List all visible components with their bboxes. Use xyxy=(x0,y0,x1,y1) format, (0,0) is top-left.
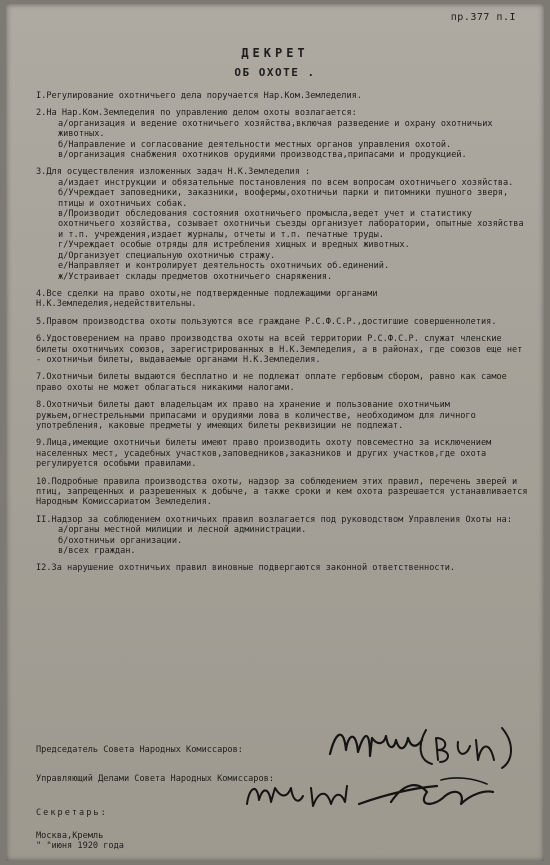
decree-item-number: 6. xyxy=(36,334,47,345)
decree-item xyxy=(36,289,528,310)
decree-item-body: Все сделки на право охоты,не подтвержденные подлежащими органами Н.К.Земледелия,недействительны. xyxy=(36,288,378,310)
decree-subitem: в/всех граждан. xyxy=(58,546,136,557)
decree-item-body: Лица,имеющие охотничьи билеты имеют право производить охоту повсеместно за исключением населенных мест, усадебных участков,заповедников,заказников и других участков,где охота регулируется особыми правилами. xyxy=(36,438,492,470)
decree-item-number: 5. xyxy=(36,316,47,327)
decree-item xyxy=(36,563,528,573)
decree-item-text xyxy=(36,515,528,525)
decree-item-body: Подробные правила производства охоты, надзор за соблюдением этих правил, перечень зверей и птиц, запрещенных и разрешенных к добыче, а также сроки и кем охота разрешается устанавливается Народным Комиссариатом Земледелия. xyxy=(36,476,528,508)
decree-item xyxy=(36,167,528,281)
decree-item-number: 7. xyxy=(36,372,47,383)
decree-item-number: 4. xyxy=(36,288,47,299)
decree-item xyxy=(36,477,528,508)
decree-item-text xyxy=(36,108,528,118)
manager-label: Управляющий Делами Совета Народных Комиссаров: xyxy=(36,774,274,784)
decree-item-body: За нарушение охотничьих правил виновные подвергаются законной ответственности. xyxy=(51,563,456,574)
decree-item-text xyxy=(36,167,528,177)
chair-handwritten-signature xyxy=(326,720,526,772)
decree-item-text xyxy=(36,477,528,508)
decree-item-text xyxy=(36,334,528,365)
decree-item-number: 8. xyxy=(36,400,47,411)
decree-item xyxy=(36,515,528,557)
decree-item xyxy=(36,438,528,469)
decree-item-number: II. xyxy=(36,514,52,525)
decree-subitem: в/организация снабжения охотников орудиями производства,припасами и продукцией. xyxy=(58,150,467,161)
decree-subitem: б/охотничьи организации. xyxy=(58,535,183,546)
decree-item-body: Охотничьи билеты выдаются бесплатно и не подлежат оплате гербовым сбором, равно как самое право охоты не может облагаться никакими налогами. xyxy=(36,372,507,393)
decree-item xyxy=(36,91,528,101)
decree-item-text xyxy=(36,289,528,310)
decree-item-text xyxy=(36,400,528,431)
document-sheet xyxy=(6,4,544,861)
decree-item-number: 10. xyxy=(36,476,52,487)
decree-item-number: 3. xyxy=(36,167,47,178)
decree-body xyxy=(36,84,528,574)
decree-item-body: Для осуществления изложенных задач Н.К.Земледелия : xyxy=(46,167,311,178)
decree-subitem: а/органы местной милиции и лесной администрации. xyxy=(58,525,307,536)
place-line: Москва,Кремль xyxy=(36,831,104,841)
decree-subitem: д/Организует специальную охотничью стражу. xyxy=(58,250,276,261)
decree-item xyxy=(36,372,528,393)
decree-subitem: г/Учреждает особые отряды для истребления хищных и вредных животных. xyxy=(58,240,410,251)
decree-item-body: Охотничьи билеты дают владельцам их право на хранение и пользование охотничьим ружьем,огнестрельными припасами и орудиями лова в количестве, необходимом для личного употребления, каковые предметы у имеющих билеты реквизиции не подлежат. xyxy=(36,400,476,431)
decree-item xyxy=(36,317,528,327)
decree-subitem: ж/Устраивает склады предметов охотничьего снаряжения. xyxy=(58,271,333,282)
decree-item-body: На Нар.Ком.Земледелия по управлению делом охоты возлагается: xyxy=(46,108,357,119)
chair-label: Председатель Совета Народных Комиссаров: xyxy=(36,745,243,755)
secretary-label: Секретарь: xyxy=(36,808,108,818)
decree-item-body: Регулирование охотничьего дела поручается Нар.Ком.Земледелия. xyxy=(46,91,362,101)
decree-item xyxy=(36,334,528,365)
manager-handwritten-signature xyxy=(241,774,501,814)
decree-item-body: Правом производства охоты пользуются все граждане Р.С.Ф.С.Р.,достигшие совершеннолетия. xyxy=(46,316,497,327)
decree-item-number: I. xyxy=(36,91,47,101)
decree-item-body: Надзор за соблюдением охотничьих правил возлагается под руководством Управления Охоты на: xyxy=(51,514,513,525)
decree-item-text xyxy=(36,438,528,469)
decree-item-text xyxy=(36,563,528,573)
decree-subitem: а/организация и ведение охотничьего хозяйства,включая разведение и охрану охотничьих животных. xyxy=(58,118,493,140)
decree-subitem: в/Производит обследования состояния охотничьего промысла,ведет учет и статистику охотничьего хозяйства, созывает охотничьи съезды организует лаборатории, опытные хозяйства и т.п. учреждения,издает журналы, отчеты и т.п. печатные труды. xyxy=(58,209,524,240)
decree-item xyxy=(36,400,528,431)
document-subtitle: ОБ ОХОТЕ . xyxy=(234,66,316,79)
date-line: " "июня 1920 года xyxy=(36,841,124,851)
decree-item xyxy=(36,108,528,160)
decree-subitem: а/издает инструкции и обязательные постановления по всем вопросам охотничьего хозяйства. xyxy=(58,177,514,188)
place-and-date xyxy=(36,831,124,851)
decree-item-text xyxy=(36,372,528,393)
decree-item-number: 2. xyxy=(36,108,47,119)
decree-item-number: 9. xyxy=(36,438,47,449)
reference-number: пр.377 п.I xyxy=(450,12,516,23)
decree-item-text xyxy=(36,317,528,327)
decree-subitem: б/Направление и согласование деятельности местных органов управления охотой. xyxy=(58,139,452,150)
decree-item-body: Удостоверением на право производства охоты на всей территории Р.С.Ф.С.Р. служат членские билеты охотничьих союзов, зарегистрированных в Н.К.Земледелия, а в районах, где союзов еще нет - охотничьи билеты, выдаваемые органами Н.К.Земледелия. xyxy=(36,334,523,365)
decree-item-number: I2. xyxy=(36,563,52,574)
decree-subitem: е/Направляет и контролирует деятельность охотничьих об.единений. xyxy=(58,261,390,272)
document-title: ДЕКРЕТ xyxy=(241,46,309,60)
decree-subitem: б/Учреждает заповедники, заказники, воофермы,охотничьи парки и питомники пушного зверя, птицы и охотничьих собак. xyxy=(58,188,509,209)
decree-item-text xyxy=(36,91,528,101)
